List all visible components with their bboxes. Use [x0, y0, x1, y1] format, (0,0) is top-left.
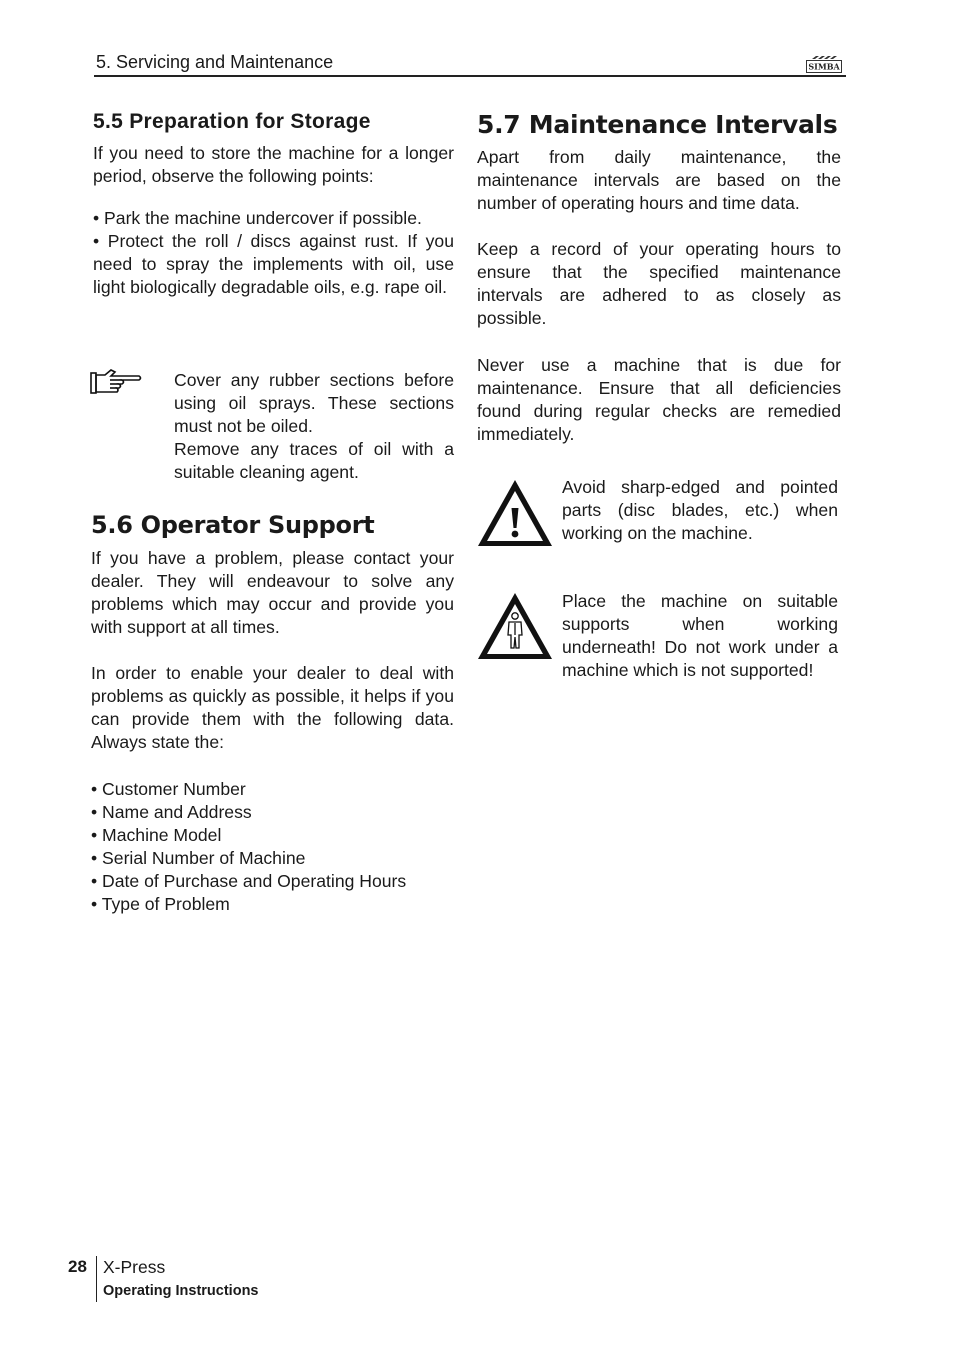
storage-bullet-2: • Protect the roll / discs against rust. If you need to spray the implements with oil, use light biologically degradable oils, e.g. rape oil.	[93, 231, 454, 297]
maintenance-paragraph-2: Keep a record of your operating hours to ensure that the specified maintenance intervals are adhered to as closely as possible.	[477, 239, 841, 328]
footer-subtitle: Operating Instructions	[103, 1283, 259, 1299]
storage-note: Cover any rubber sections before using oil sprays. These sections must not be oiled.	[174, 370, 454, 436]
data-list-item: • Machine Model	[91, 825, 222, 845]
warning-text-1: Avoid sharp-edged and pointed parts (disc blades, etc.) when working on the machine.	[562, 477, 838, 543]
storage-bullet-1: • Park the machine undercover if possible.	[93, 208, 422, 228]
storage-intro: If you need to store the machine for a longer period, observe the following points:	[93, 143, 454, 186]
data-list-item: • Type of Problem	[91, 894, 230, 914]
footer-title: X-Press	[103, 1257, 166, 1277]
section-heading-maintenance: 5.7 Maintenance Intervals	[477, 110, 838, 139]
support-paragraph-2: In order to enable your dealer to deal with problems as quickly as possible, it helps if you can provide them with the following data. Always state the:	[91, 663, 454, 752]
warning-person-icon	[476, 591, 554, 661]
svg-text:SIMBA: SIMBA	[808, 61, 840, 72]
warning-text-2: Place the machine on suitable supports when working underneath! Do not work under a machine which is not supported!	[562, 591, 838, 680]
storage-note-2: Remove any traces of oil with a suitable cleaning agent.	[174, 439, 454, 482]
section-heading-support: 5.6 Operator Support	[91, 511, 375, 539]
data-list-item: • Name and Address	[91, 802, 252, 822]
pointing-hand-icon	[89, 367, 143, 397]
running-header: 5. Servicing and Maintenance	[96, 52, 334, 72]
maintenance-paragraph-1: Apart from daily maintenance, the maintenance intervals are based on the number of operating hours and time data.	[477, 147, 841, 213]
data-list-item: • Customer Number	[91, 779, 246, 799]
section-heading-storage: 5.5 Preparation for Storage	[93, 110, 371, 133]
data-list-item: • Serial Number of Machine	[91, 848, 306, 868]
support-paragraph-1: If you have a problem, please contact your dealer. They will endeavour to solve any problems which may occur and provide you with support at all times.	[91, 548, 454, 637]
data-list-item: • Date of Purchase and Operating Hours	[91, 871, 407, 891]
maintenance-paragraph-3: Never use a machine that is due for maintenance. Ensure that all deficiencies found during regular checks are remedied immediately.	[477, 355, 841, 444]
page-number: 28	[68, 1257, 87, 1276]
simba-logo	[806, 56, 842, 73]
footer-rule	[96, 1256, 97, 1302]
warning-exclamation-icon	[476, 478, 554, 548]
header-rule	[94, 75, 846, 77]
